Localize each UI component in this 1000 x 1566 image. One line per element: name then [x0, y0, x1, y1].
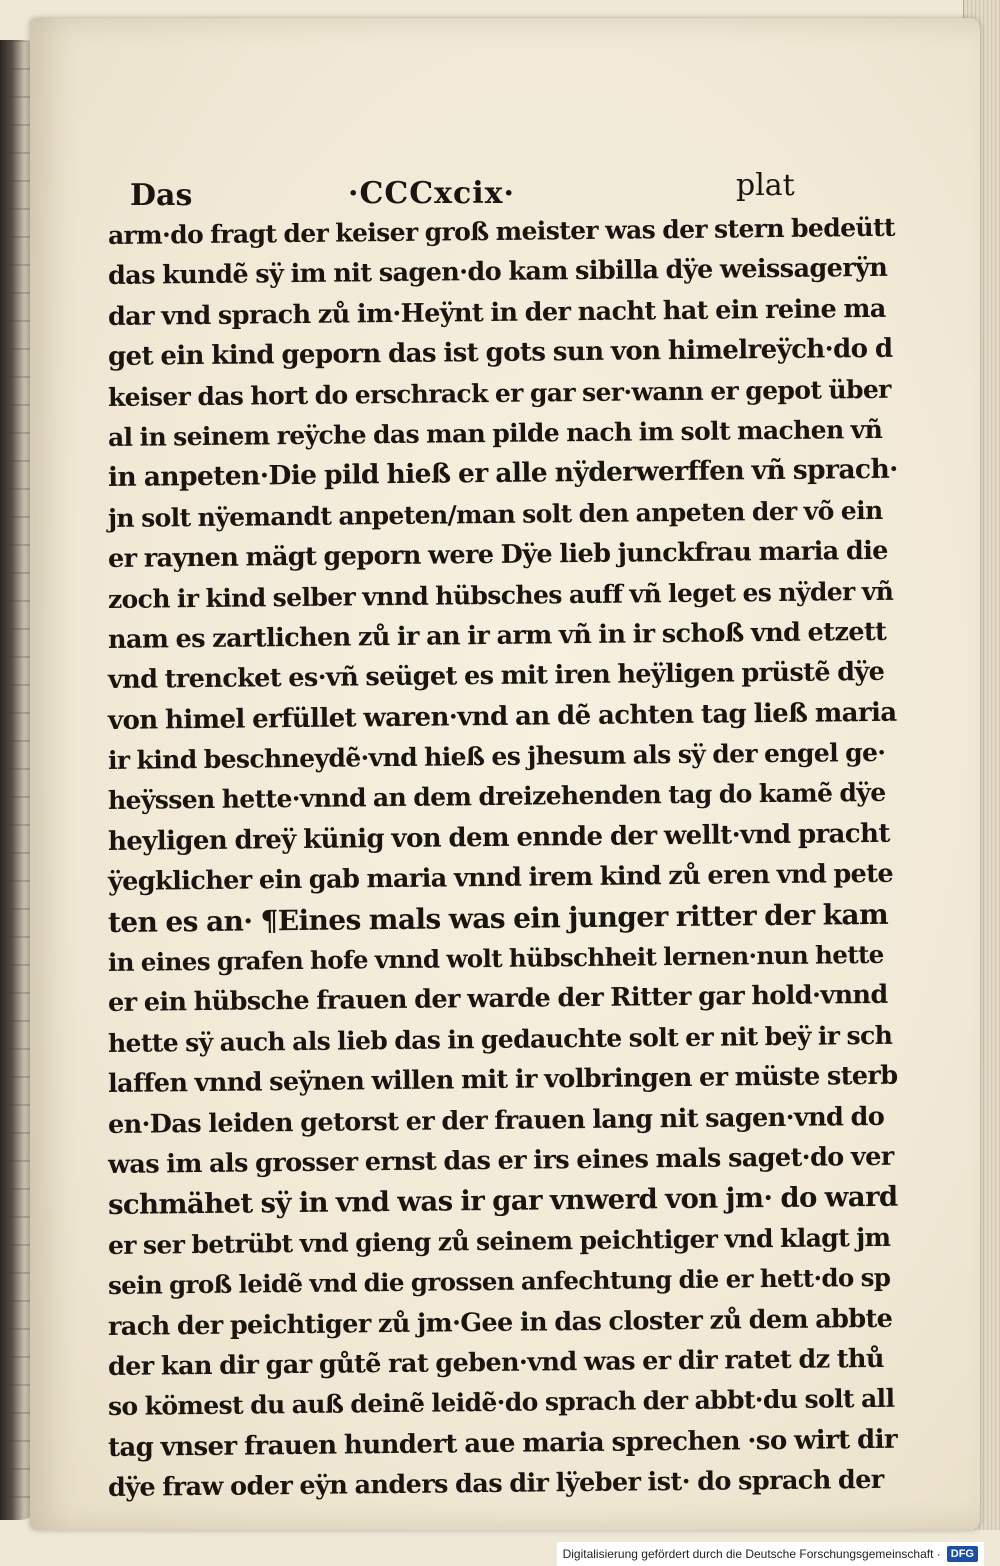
text-line: in eines grafen hofe vnnd wolt hübschheit lernen·nun hette: [107, 939, 884, 978]
text-line: vnd trencket es·vñ seüget es mit iren heÿligen prüstẽ dÿe: [107, 657, 885, 696]
text-line: arm·do fragt der keiser groß meister was der stern bedeütt: [107, 212, 896, 250]
text-line: heÿssen hette·vnnd an dem dreizehenden tag do kamẽ dÿe: [107, 778, 886, 816]
text-line: en·Das leiden getorst er der frauen lang nit sagen·vnd do: [107, 1101, 885, 1140]
header-right: plat: [736, 168, 795, 203]
text-line: get ein kind geporn das ist gots sun von himelreÿch·do d: [107, 333, 893, 373]
text-line: jn solt nÿemandt anpeten/man solt den anpeten der võ ein: [107, 495, 883, 533]
body-text: [107, 212, 898, 1509]
text-line: keiser das hort do erschrack er gar ser·wann er gepot über: [107, 374, 891, 412]
text-line: hette sÿ auch als lieb das in gedauchte solt er nit beÿ ir sch: [107, 1020, 893, 1058]
text-line: tag vnser frauen hundert aue maria sprechen ·so wirt dir: [107, 1424, 898, 1463]
text-line: in anpeten·Die pild hieß er alle nÿderwerffen vñ sprach·: [107, 454, 898, 494]
text-line: ten es an· ¶Eines mals was ein junger ritter der kam: [107, 897, 889, 939]
text-line: er ein hübsche frauen der warde der Ritter gar hold·vnnd: [107, 980, 888, 1019]
text-line: dar vnd sprach zů im·Heÿnt in der nacht hat ein reine ma: [107, 293, 886, 332]
text-line: was im als grosser ernst das er irs eines mals saget·do ver: [107, 1141, 894, 1180]
header-left: Das: [130, 178, 193, 213]
text-line: nam es zartlichen zů ir an ir arm vñ in ir schoß vnd etzett: [107, 616, 887, 655]
text-block: [108, 168, 898, 1509]
text-line: laffen vnnd seÿnen willen mit ir volbringen er müste sterb: [107, 1060, 898, 1100]
text-line: schmähet sÿ in vnd was ir gar vnwerd von jm· do ward: [107, 1181, 898, 1222]
text-line: das kundẽ sÿ im nit sagen·do kam sibilla dÿe weissagerÿn: [107, 253, 888, 292]
folio-number: ·CCCxcix·: [348, 176, 515, 211]
credit-text: Digitalisierung gefördert durch die Deutsche Forschungsgemeinschaft ·: [562, 1547, 941, 1561]
text-line: al in seinem reÿche das man pilde nach im solt machen vñ: [107, 414, 883, 452]
digitization-credit: [557, 1542, 984, 1566]
text-line: zoch ir kind selber vnnd hübsches auff vñ leget es nÿder vñ: [107, 576, 894, 614]
text-line: ir kind beschneydẽ·vnd hieß es jhesum als sÿ der engel ge·: [107, 737, 886, 776]
text-line: er ser betrübt vnd gieng zů seinem peichtiger vnd klagt jm: [107, 1222, 891, 1260]
text-line: er raynen mägt geporn were Dÿe lieb junckfrau maria die: [107, 535, 889, 575]
text-line: von himel erfüllet waren·vnd an dẽ achten tag ließ maria: [107, 697, 897, 736]
text-line: sein groß leidẽ vnd die grossen anfechtung die er hett·do sp: [107, 1262, 891, 1301]
text-line: rach der peichtiger zů jm·Gee in das closter zů dem abbte: [107, 1303, 893, 1342]
dfg-logo: DFG: [947, 1546, 978, 1562]
text-line: dÿe fraw oder eÿn anders das dir lÿeber ist· do sprach der: [107, 1464, 884, 1504]
text-line: so kömest du auß deinẽ leidẽ·do sprach der abbt·du solt all: [107, 1384, 895, 1422]
text-line: heyligen dreÿ künig von dem ennde der wellt·vnd pracht: [107, 818, 890, 857]
text-line: ÿegklicher ein gab maria vnnd irem kind zů eren vnd pete: [107, 859, 894, 898]
text-line: der kan dir gar gůtẽ rat geben·vnd was er dir ratet dz thů: [107, 1343, 884, 1382]
page-sheet: [30, 18, 980, 1530]
facing-page-edge: [10, 40, 32, 1520]
